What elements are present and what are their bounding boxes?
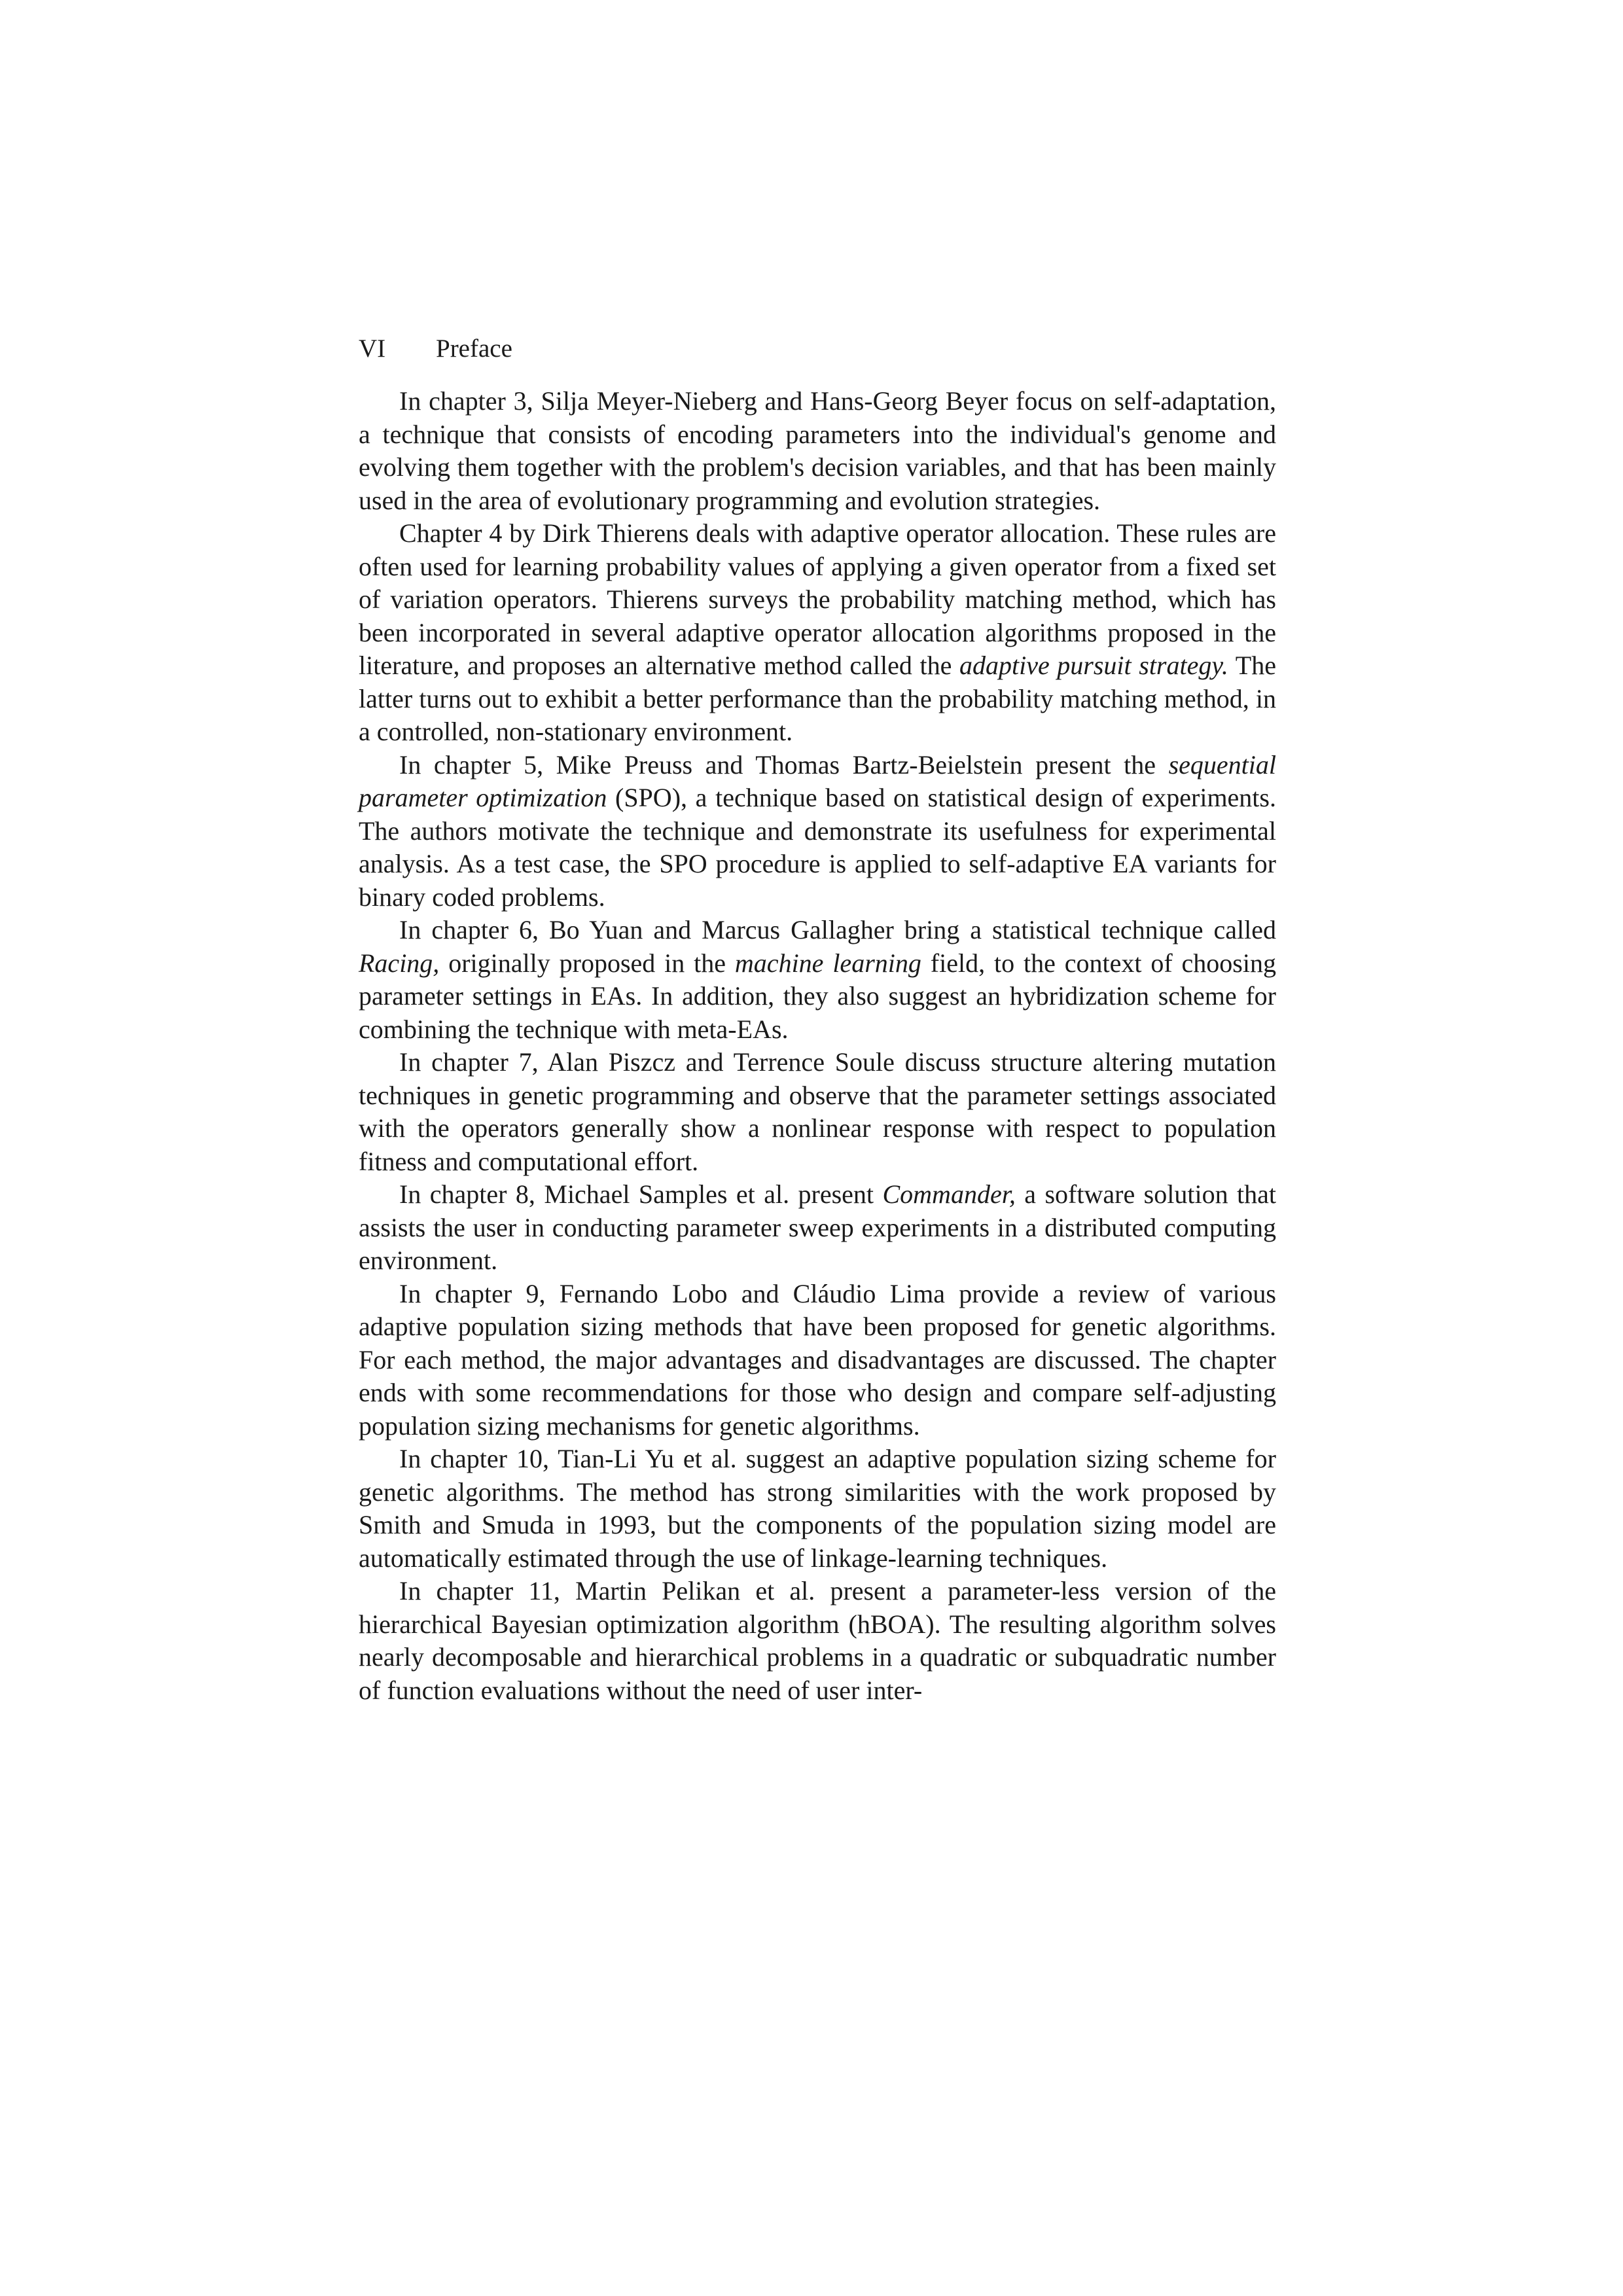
text-run: The latter turns out to exhibit a better performance than the probability matching method, in a controlled, non-stationary environment. bbox=[359, 651, 1276, 746]
paragraph-chapter-4 bbox=[359, 517, 1276, 749]
text-run: Chapter 4 by Dirk Thierens deals with adaptive operator allocation. These rules are often used for learning probability values of applying a given operator from a fixed set of variation operators. Thierens surveys the probability matching method, which has been incorporated in several adaptive operator allocation algorithms proposed in the literature, and proposes an alternative method called the bbox=[359, 518, 1276, 680]
body-text bbox=[359, 385, 1276, 1707]
italic-term: Racing, bbox=[359, 948, 440, 978]
text-run: In chapter 9, Fernando Lobo and Cláudio Lima provide a review of various adaptive population sizing methods that have been proposed for genetic algorithms. For each method, the major advantages and disadvantages are discussed. The chapter ends with some recommendations for those who design and compare self-adjusting population sizing mechanisms for genetic algorithms. bbox=[359, 1278, 1276, 1441]
text-run: In chapter 6, Bo Yuan and Marcus Gallagher bring a statistical technique called bbox=[399, 915, 1276, 944]
page-number: VI bbox=[359, 334, 386, 363]
text-run: In chapter 7, Alan Piszcz and Terrence Soule discuss structure altering mutation techniques in genetic programming and observe that the parameter settings associated with the operators generally show a nonlinear response with respect to population fitness and computational effort. bbox=[359, 1047, 1276, 1176]
running-head bbox=[359, 332, 1275, 365]
text-run: a software solution that assists the user in conducting parameter sweep experiments in a distributed computing environment. bbox=[359, 1179, 1276, 1275]
text-run: In chapter 11, Martin Pelikan et al. present a parameter-less version of the hierarchical Bayesian optimization algorithm (hBOA). The resulting algorithm solves nearly decomposable and hierarchical problems in a quadratic or subquadratic number of function evaluations without the need of user inter- bbox=[359, 1576, 1276, 1705]
text-run: In chapter 8, Michael Samples et al. present bbox=[399, 1179, 883, 1209]
text-run: In chapter 10, Tian-Li Yu et al. suggest an adaptive population sizing scheme for genetic algorithms. The method has strong similarities with the work proposed by Smith and Smuda in 1993, but the components of the population sizing model are automatically estimated through the use of linkage-learning techniques. bbox=[359, 1444, 1276, 1573]
paragraph-chapter-10 bbox=[359, 1443, 1276, 1575]
paragraph-chapter-5 bbox=[359, 749, 1276, 914]
paragraph-chapter-11 bbox=[359, 1575, 1276, 1707]
section-title: Preface bbox=[436, 334, 512, 363]
italic-term: Commander, bbox=[882, 1179, 1016, 1209]
paragraph-chapter-9 bbox=[359, 1278, 1276, 1443]
text-run: In chapter 5, Mike Preuss and Thomas Bartz-Beielstein present the bbox=[399, 749, 1169, 780]
text-run: (SPO), a technique based on statistical design of experiments. The authors motivate the technique and demonstrate its usefulness for experimental analysis. As a test case, the SPO procedure is applied to self-adaptive EA variants for binary coded problems. bbox=[359, 783, 1276, 912]
text-run: In chapter 3, Silja Meyer-Nieberg and Hans-Georg Beyer focus on self-adaptation, a technique that consists of encoding parameters into the individual's genome and evolving them together with the problem's decision variables, and that has been mainly used in the area of evolutionary programming and evolution strategies. bbox=[359, 386, 1276, 515]
italic-term: machine learning bbox=[734, 948, 921, 978]
italic-term: adaptive pursuit strategy. bbox=[959, 651, 1228, 680]
paragraph-chapter-7 bbox=[359, 1046, 1276, 1178]
italic-term: sequential parameter optimization bbox=[359, 749, 1276, 812]
paragraph-chapter-8 bbox=[359, 1178, 1276, 1278]
text-run: field, to the context of choosing parameter settings in EAs. In addition, they also suggest an hybridization scheme for combining the technique with meta-EAs. bbox=[359, 948, 1276, 1044]
paragraph-chapter-3 bbox=[359, 385, 1276, 517]
paragraph-chapter-6 bbox=[359, 914, 1276, 1046]
text-run: originally proposed in the bbox=[439, 948, 735, 978]
